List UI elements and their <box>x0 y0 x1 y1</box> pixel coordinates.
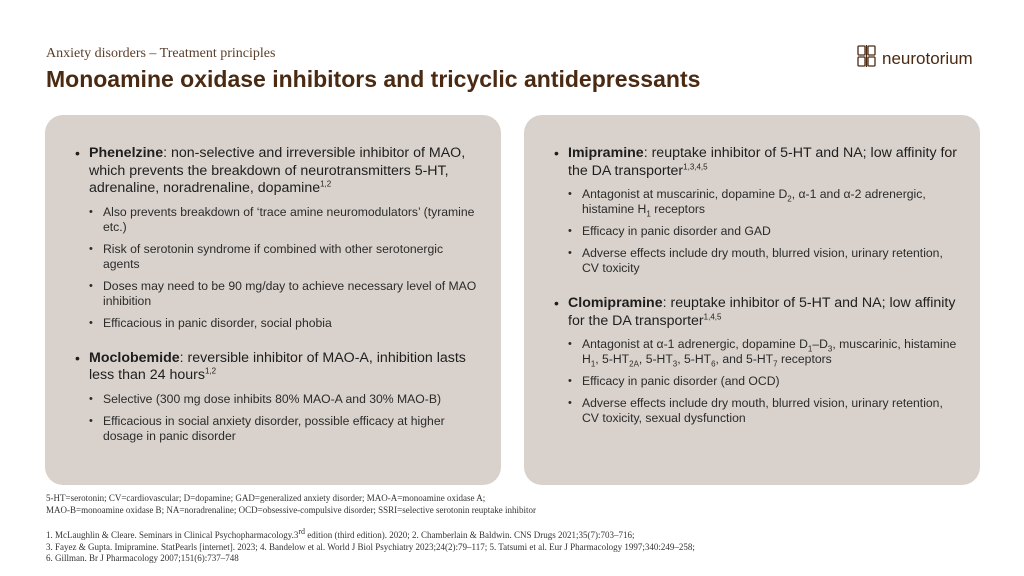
phenelzine-desc: : non-selective and irreversible inhibitor of MAO, which prevents the breakdown of neurotransmitters 5-HT, adrenaline, noradrenaline, dopamine <box>89 145 466 196</box>
moclobemide-details <box>75 392 481 444</box>
text-run: edition (third edition). 2020; 2. Chamberlain & Baldwin. CNS Drugs 2021;35(7):703–716; <box>305 530 635 540</box>
text-run: , 5-HT <box>677 352 712 366</box>
subscript: 1 <box>807 344 813 354</box>
clomipramine-desc: : reuptake inhibitor of 5-HT and NA; low affinity for the DA transporter <box>568 295 956 329</box>
list-item: • Doses may need to be 90 mg/day to achieve necessary level of MAO inhibition <box>75 279 481 309</box>
subscript: 1 <box>590 359 596 369</box>
phenelzine-details <box>75 205 481 331</box>
phenelzine-name: Phenelzine <box>89 145 164 161</box>
list-item: • Risk of serotonin syndrome if combined with other serotonergic agents <box>75 242 481 272</box>
clomipramine-item <box>554 295 960 330</box>
list-item: • Efficacy in panic disorder and GAD <box>554 224 960 239</box>
section-subtitle: Anxiety disorders – Treatment principles <box>46 46 276 61</box>
subscript: 2A <box>629 359 639 369</box>
subscript: 2 <box>787 194 792 204</box>
subscript: 1 <box>646 209 651 219</box>
text-run: –D <box>812 337 828 351</box>
phenelzine-refs: 1,2 <box>320 179 332 189</box>
text-run: Antagonist at α-1 adrenergic, dopamine D <box>582 337 808 351</box>
moclobemide-item <box>75 350 481 385</box>
moclobemide-refs: 1,2 <box>204 366 217 376</box>
imipramine-refs: 1,3,4,5 <box>683 161 708 171</box>
subscript: 6 <box>711 359 716 369</box>
moclobemide-desc: : reversible inhibitor of MAO-A, inhibition lasts less than 24 hours <box>89 349 466 383</box>
mao-inhibitors-panel <box>45 115 501 485</box>
list-item: • Efficacious in panic disorder, social phobia <box>75 316 481 331</box>
brain-icon <box>856 44 878 73</box>
text-run: 1. McLaughlin & Cleare. Seminars in Clinical Psychopharmacology.3 <box>46 530 299 540</box>
text-run: receptors <box>650 202 706 216</box>
list-item: • Efficacy in panic disorder (and OCD) <box>554 374 960 389</box>
imipramine-desc: : reuptake inhibitor of 5-HT and NA; low affinity for the DA transporter <box>568 145 958 179</box>
brand-logo <box>856 44 973 73</box>
reference-line-3: 6. Gillman. Br J Pharmacology 2007;151(6):737–748 <box>46 553 239 563</box>
list-item: • Efficacious in social anxiety disorder, possible efficacy at higher dosage in panic disorder <box>75 414 481 444</box>
subscript: 7 <box>773 359 778 369</box>
list-item: • Selective (300 mg dose inhibits 80% MAO-A and 30% MAO-B) <box>75 392 481 407</box>
reference-line-2: 3. Fayez & Gupta. Imipramine. StatPearls [internet]. 2023; 4. Bandelow et al. World J Biol Psychiatry 2023;24(2):79–117; 5. Tatsumi et al. Eur J Pharmacology 1997;340:249–258; <box>46 541 695 552</box>
list-item: • Also prevents breakdown of ‘trace amine neuromodulators’ (tyramine etc.) <box>75 205 481 235</box>
clomipramine-details <box>554 337 960 426</box>
list-item <box>554 337 960 367</box>
subscript: 3 <box>672 359 678 369</box>
list-item: • Adverse effects include dry mouth, blurred vision, urinary retention, CV toxicity <box>554 246 960 276</box>
text-run: , α-1 and α-2 adrenergic, histamine H <box>582 187 926 216</box>
reference-line-1 <box>46 527 986 542</box>
abbreviations-line-2: MAO-B=monoamine oxidase B; NA=noradrenaline; OCD=obsessive-compulsive disorder; SSRI=selective serotonin reuptake inhibitor <box>46 504 536 515</box>
abbreviations-line-1: 5-HT=serotonin; CV=cardiovascular; D=dopamine; GAD=generalized anxiety disorder; MAO-A=monoamine oxidase A; <box>46 493 486 503</box>
text-run: Antagonist at muscarinic, dopamine D <box>582 187 788 201</box>
moclobemide-name: Moclobemide <box>89 349 180 366</box>
list-item <box>554 187 960 217</box>
references <box>46 527 986 565</box>
imipramine-item <box>554 145 960 180</box>
clomipramine-name: Clomipramine <box>568 295 663 311</box>
superscript: rd <box>298 527 306 536</box>
text-run: , 5-HT <box>638 352 673 366</box>
imipramine-name: Imipramine <box>568 145 644 161</box>
imipramine-details <box>554 187 960 276</box>
subscript: 3 <box>827 344 833 354</box>
abbreviations <box>46 493 986 516</box>
list-item: • Adverse effects include dry mouth, blurred vision, urinary retention, CV toxicity, sexual dysfunction <box>554 396 960 426</box>
page-title: Monoamine oxidase inhibitors and tricyclic antidepressants <box>46 66 701 92</box>
phenelzine-item <box>75 145 481 198</box>
text-run: receptors <box>777 352 832 366</box>
text-run: , and 5-HT <box>715 352 774 366</box>
text-run: , 5-HT <box>595 352 630 366</box>
text-run: , muscarinic, histamine H <box>582 337 957 366</box>
clomipramine-refs: 1,4,5 <box>703 311 722 321</box>
brand-name: neurotorium <box>882 48 973 68</box>
tricyclic-antidepressants-panel <box>524 115 980 485</box>
